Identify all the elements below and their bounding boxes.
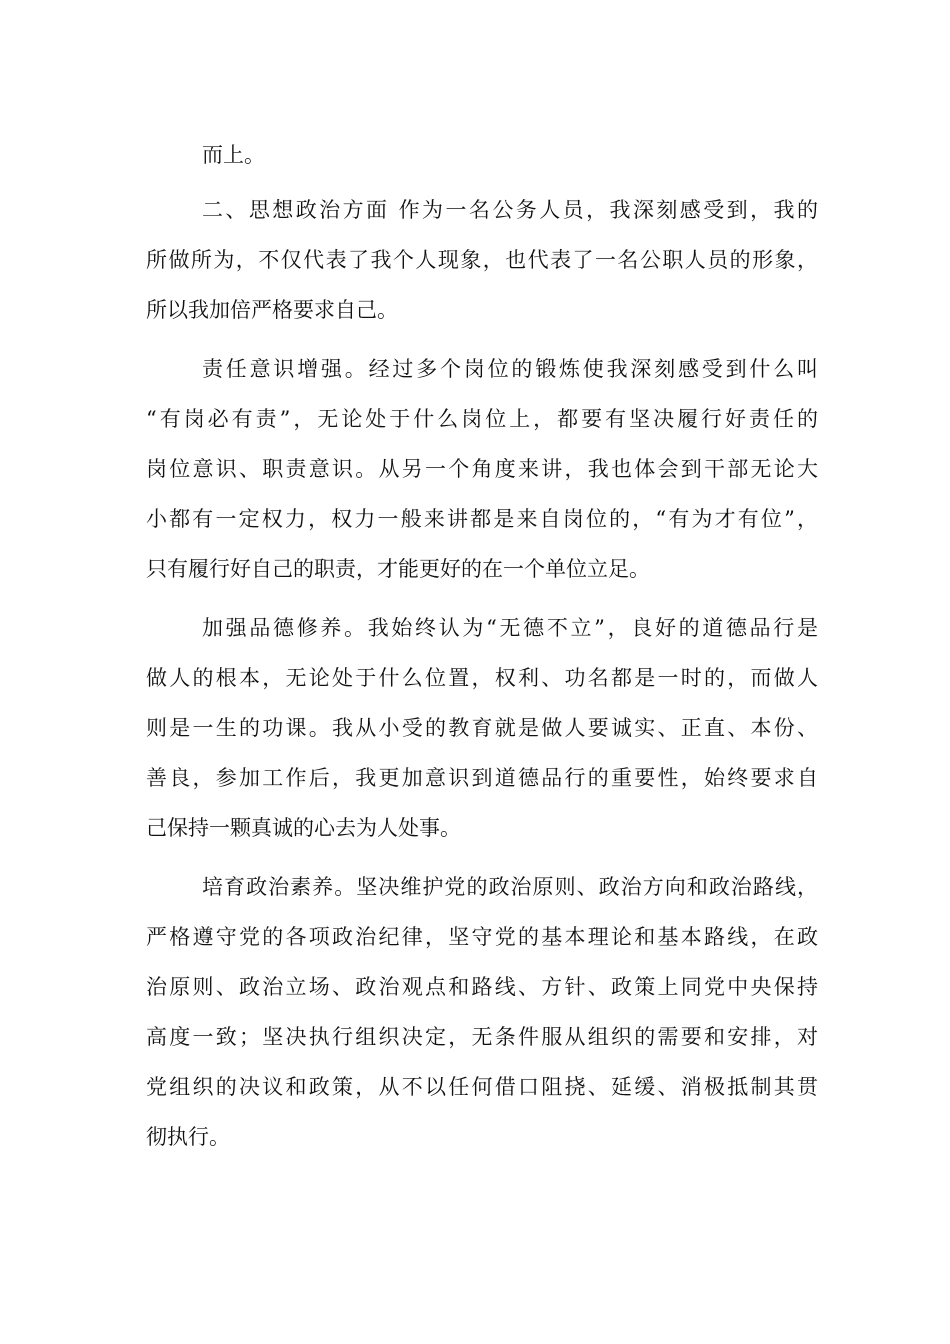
text-line: 所做所为，不仅代表了我个人现象，也代表了一名公职人员的形象， — [146, 248, 818, 272]
text-line: 而上。 — [202, 143, 265, 167]
text-line: 高度一致；坚决执行组织决定，无条件服从组织的需要和安排，对 — [146, 1025, 818, 1049]
text-line: 己保持一颗真诚的心去为人处事。 — [146, 816, 461, 840]
text-line: 加强品德修养。我始终认为“无德不立”，良好的道德品行是 — [202, 616, 818, 640]
text-line: 岗位意识、职责意识。从另一个角度来讲，我也体会到干部无论大 — [146, 457, 818, 481]
text-line: 小都有一定权力，权力一般来讲都是来自岗位的，“有为才有位”， — [146, 507, 818, 531]
text-line: 责任意识增强。经过多个岗位的锻炼使我深刻感受到什么叫 — [202, 357, 818, 381]
text-line: 严格遵守党的各项政治纪律，坚守党的基本理论和基本路线，在政 — [146, 925, 818, 949]
text-line: 所以我加倍严格要求自己。 — [146, 298, 398, 322]
text-line: 只有履行好自己的职责，才能更好的在一个单位立足。 — [146, 557, 650, 581]
text-line: 则是一生的功课。我从小受的教育就是做人要诚实、正直、本份、 — [146, 716, 818, 740]
text-line: 彻执行。 — [146, 1125, 230, 1149]
text-line: 善良，参加工作后，我更加意识到道德品行的重要性，始终要求自 — [146, 766, 818, 790]
text-line: “有岗必有责”，无论处于什么岗位上，都要有坚决履行好责任的 — [146, 407, 818, 431]
text-line: 培育政治素养。坚决维护党的政治原则、政治方向和政治路线， — [202, 875, 818, 899]
text-line: 治原则、政治立场、政治观点和路线、方针、政策上同党中央保持 — [146, 975, 818, 999]
text-line: 党组织的决议和政策，从不以任何借口阻挠、延缓、消极抵制其贯 — [146, 1075, 818, 1099]
text-line: 二、思想政治方面 作为一名公务人员，我深刻感受到，我的 — [202, 198, 818, 222]
text-line: 做人的根本，无论处于什么位置，权利、功名都是一时的，而做人 — [146, 666, 818, 690]
